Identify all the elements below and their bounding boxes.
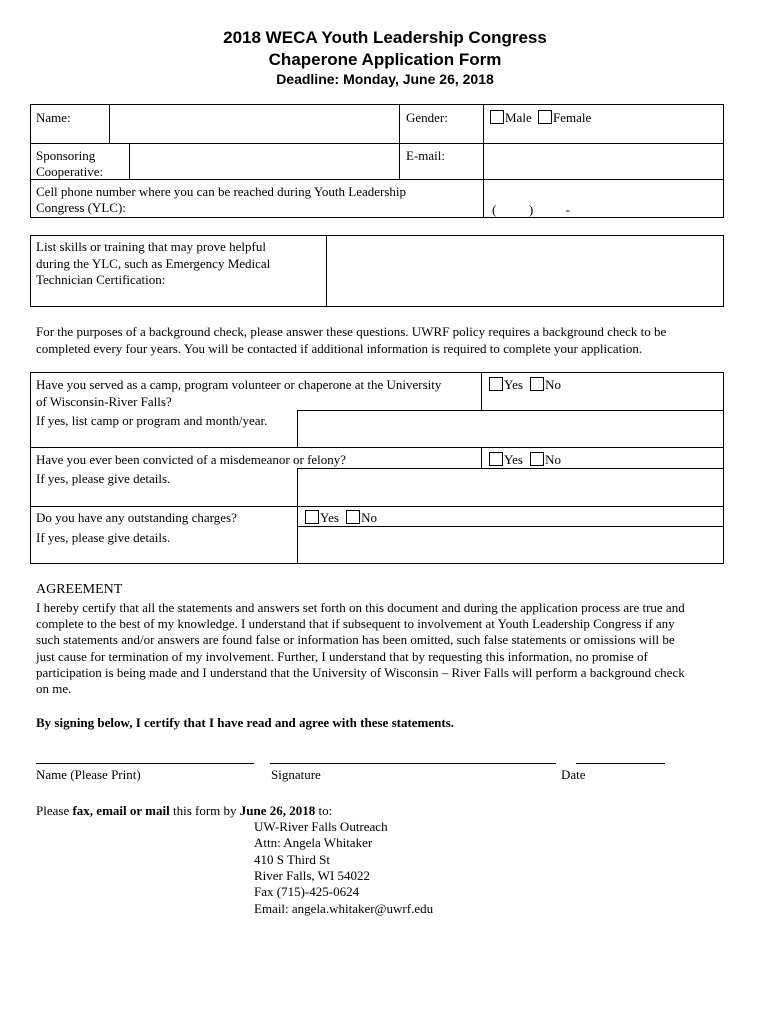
skills-label-line3: Technician Certification: [36,272,166,287]
submission-instructions: Please fax, email or mail this form by June 26, 2018 to: [36,803,333,818]
male-checkbox[interactable] [490,110,504,124]
q2-yes-label: Yes [504,452,523,467]
agreement-line: on me. [36,681,72,696]
agreement-line: complete to the best of my knowledge. I understand that if subsequent to involvement at Youth Leadership Congress if any [36,616,675,631]
email-label: E-mail: [406,148,445,163]
table-divider [297,468,298,507]
cell-phone-input[interactable]: ( ) - [492,202,570,217]
address-line: Attn: Angela Whitaker [254,835,373,850]
sponsoring-label-line2: Cooperative: [36,164,104,179]
table-divider [297,410,298,448]
table-divider [297,506,298,564]
q3-followup-label: If yes, please give details. [36,530,171,545]
cell-phone-label-line1: Cell phone number where you can be reached during Youth Leadership [36,184,407,199]
cell-phone-label-line2: Congress (YLC): [36,200,126,215]
q2-options [489,452,561,468]
q3-followup-input[interactable] [299,528,722,562]
skills-input[interactable] [328,237,722,305]
q2-followup-label: If yes, please give details. [36,471,171,486]
q2-followup-input[interactable] [299,470,722,505]
q1-followup-input[interactable] [299,412,722,446]
agreement-line: such statements and/or answers are found false or information has been omitted, such false statements or omissions will be [36,632,675,647]
skills-label-line2: during the YLC, such as Emergency Medical [36,256,271,271]
q3-yes-label: Yes [320,510,339,525]
address-line: UW-River Falls Outreach [254,819,388,834]
q3-options [305,510,377,526]
table-divider [297,410,724,411]
q1-yes-label: Yes [504,377,523,392]
gender-label: Gender: [406,110,448,125]
date-line[interactable] [576,763,665,764]
q3-no-label: No [361,510,378,525]
skills-label-line1: List skills or training that may prove helpful [36,239,266,254]
q3-yes-checkbox[interactable] [305,510,319,524]
name-label: Name: [36,110,71,125]
table-divider [297,526,724,527]
background-intro-line1: For the purposes of a background check, please answer these questions. UWRF policy requires a background check to be [36,324,667,339]
date-label: Date [561,767,586,782]
q1-options [489,377,561,393]
table-divider [30,143,724,144]
q1-no-checkbox[interactable] [530,377,544,391]
agreement-line: I hereby certify that all the statements and answers set forth on this document and during the application process are true and [36,600,685,615]
q2-yes-checkbox[interactable] [489,452,503,466]
table-divider [399,104,400,180]
female-checkbox[interactable] [538,110,552,124]
q3-no-checkbox[interactable] [346,510,360,524]
sponsoring-cooperative-input[interactable] [131,145,397,178]
table-divider [297,468,724,469]
male-label: Male [505,110,532,125]
female-label: Female [552,110,592,125]
name-input[interactable] [111,106,397,142]
agreement-title: AGREEMENT [36,582,123,597]
q1-text-line2: of Wisconsin-River Falls? [36,394,172,409]
q1-yes-checkbox[interactable] [489,377,503,391]
table-divider [30,506,724,507]
q1-no-label: No [545,377,562,392]
q2-no-checkbox[interactable] [530,452,544,466]
signature-label: Signature [271,767,321,782]
fax-line: Fax (715)-425-0624 [254,884,360,899]
q2-no-label: No [545,452,562,467]
table-divider [481,447,482,469]
name-print-line[interactable] [36,763,254,764]
address-line: River Falls, WI 54022 [254,868,371,883]
q1-text-line1: Have you served as a camp, program volunteer or chaperone at the University [36,377,442,392]
table-divider [483,104,484,218]
table-divider [326,235,327,307]
agreement-line: just cause for termination of my involvement. Further, I understand that by requesting this information, no promise of [36,649,648,664]
table-divider [129,143,130,180]
q1-followup-label: If yes, list camp or program and month/year. [36,413,268,428]
sponsoring-label-line1: Sponsoring [36,148,96,163]
table-divider [109,104,110,144]
form-deadline: Deadline: Monday, June 26, 2018 [276,71,494,87]
email-input[interactable] [485,145,722,178]
form-title: 2018 WECA Youth Leadership Congress [223,28,547,47]
background-intro-line2: completed every four years. You will be contacted if additional information is required to complete your application. [36,341,643,356]
address-line: 410 S Third St [254,852,330,867]
signature-line[interactable] [270,763,556,764]
gender-options [490,110,591,126]
table-divider [30,179,724,180]
agreement-line: participation is being made and I understand that the University of Wisconsin – River Falls will perform a background check [36,665,685,680]
table-divider [30,447,724,448]
table-divider [481,372,482,411]
form-subtitle: Chaperone Application Form [268,50,502,69]
name-print-label: Name (Please Print) [36,767,141,782]
q3-text: Do you have any outstanding charges? [36,510,237,525]
q2-text: Have you ever been convicted of a misdemeanor or felony? [36,452,347,467]
certify-statement: By signing below, I certify that I have read and agree with these statements. [36,715,455,730]
email-contact-line[interactable]: Email: angela.whitaker@uwrf.edu [254,901,434,916]
